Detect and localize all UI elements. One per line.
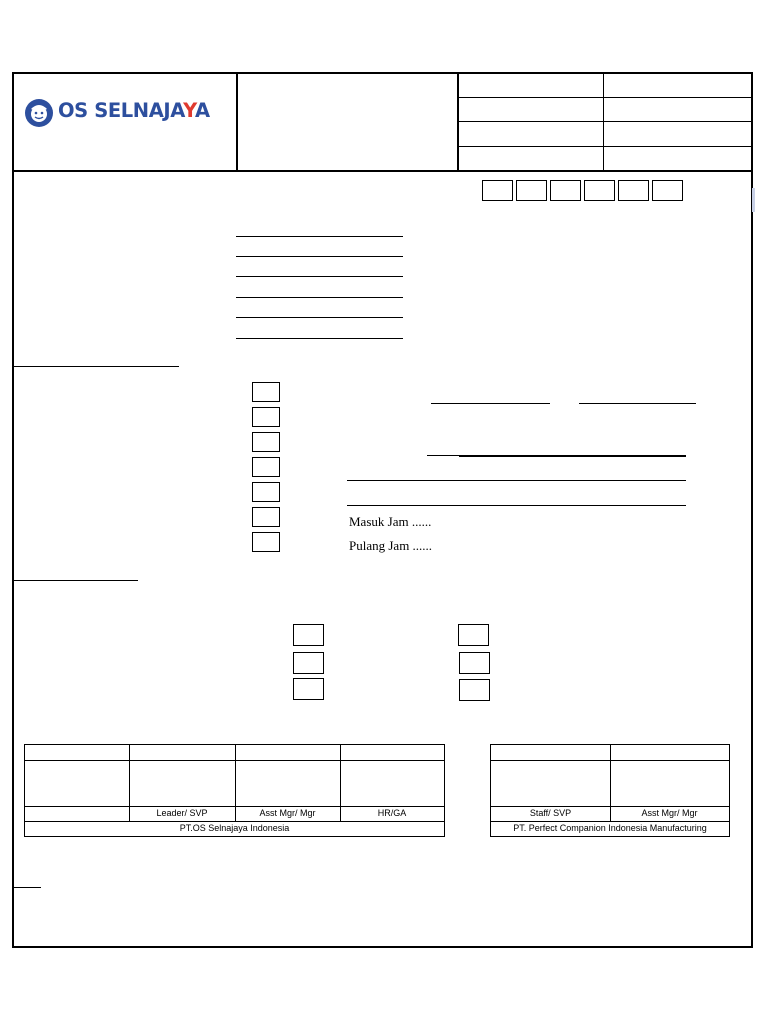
info-line-3[interactable]: [236, 276, 403, 277]
sig-left-role-2: Leader/ SVP: [156, 808, 208, 818]
brand-name: [58, 99, 210, 122]
header-col-divider-1: [236, 72, 238, 171]
sig-right-role-2: Asst Mgr/ Mgr: [641, 808, 698, 818]
section-heading-underline-2: [14, 580, 138, 581]
number-box-3[interactable]: [550, 180, 581, 201]
option-checkbox-5[interactable]: [252, 482, 280, 502]
sig-left-company: PT.OS Selnajaya Indonesia: [179, 823, 290, 833]
brand-name-main: OS SELNAJA: [58, 99, 184, 122]
choice-checkbox-right-3[interactable]: [459, 679, 490, 701]
info-line-2[interactable]: [236, 256, 403, 257]
header-row-line-1: [457, 97, 753, 98]
header-divider: [12, 170, 753, 172]
option-checkbox-7[interactable]: [252, 532, 280, 552]
detail-line-3[interactable]: [347, 505, 686, 506]
pulang-jam-label: Pulang Jam ......: [349, 538, 433, 553]
signature-table-right: [490, 744, 730, 837]
note-heading-underline: [14, 887, 41, 888]
detail-line-short[interactable]: [427, 455, 459, 456]
info-line-4[interactable]: [236, 297, 403, 298]
number-box-5[interactable]: [618, 180, 649, 201]
info-line-5[interactable]: [236, 317, 403, 318]
choice-checkbox-right-2[interactable]: [459, 652, 490, 674]
number-box-6[interactable]: [652, 180, 683, 201]
detail-line-1[interactable]: [459, 455, 686, 457]
sig-left-role-3: Asst Mgr/ Mgr: [259, 808, 316, 818]
section-heading-underline-1: [14, 366, 179, 367]
option-checkbox-1[interactable]: [252, 382, 280, 402]
edge-mark: [752, 188, 755, 212]
option-checkbox-3[interactable]: [252, 432, 280, 452]
brand-name-accent: Y: [183, 99, 195, 122]
info-line-1[interactable]: [236, 236, 403, 237]
choice-checkbox-left-1[interactable]: [293, 624, 324, 646]
sig-right-company: PT. Perfect Companion Indonesia Manufacturing: [513, 823, 707, 833]
detail-line-2[interactable]: [347, 480, 686, 481]
mascot-icon: [24, 98, 54, 128]
sig-right-row-line-3: [491, 821, 729, 822]
date-line-from[interactable]: [431, 403, 550, 404]
sig-left-role-4: HR/GA: [377, 808, 407, 818]
option-checkbox-2[interactable]: [252, 407, 280, 427]
sig-left-row-line-3: [25, 821, 444, 822]
option-checkbox-6[interactable]: [252, 507, 280, 527]
choice-checkbox-left-2[interactable]: [293, 652, 324, 674]
choice-checkbox-right-1[interactable]: [458, 624, 489, 646]
info-line-6[interactable]: [236, 338, 403, 339]
signature-table-left: [24, 744, 445, 837]
sig-right-role-1: Staff/ SVP: [529, 808, 572, 818]
date-line-to[interactable]: [579, 403, 696, 404]
number-box-2[interactable]: [516, 180, 547, 201]
masuk-jam-label: Masuk Jam ......: [349, 514, 432, 529]
header-row-line-2: [457, 121, 753, 122]
brand-name-tail: A: [194, 99, 210, 122]
number-box-4[interactable]: [584, 180, 615, 201]
header-row-line-3: [457, 146, 753, 147]
number-box-1[interactable]: [482, 180, 513, 201]
option-checkbox-4[interactable]: [252, 457, 280, 477]
choice-checkbox-left-3[interactable]: [293, 678, 324, 700]
